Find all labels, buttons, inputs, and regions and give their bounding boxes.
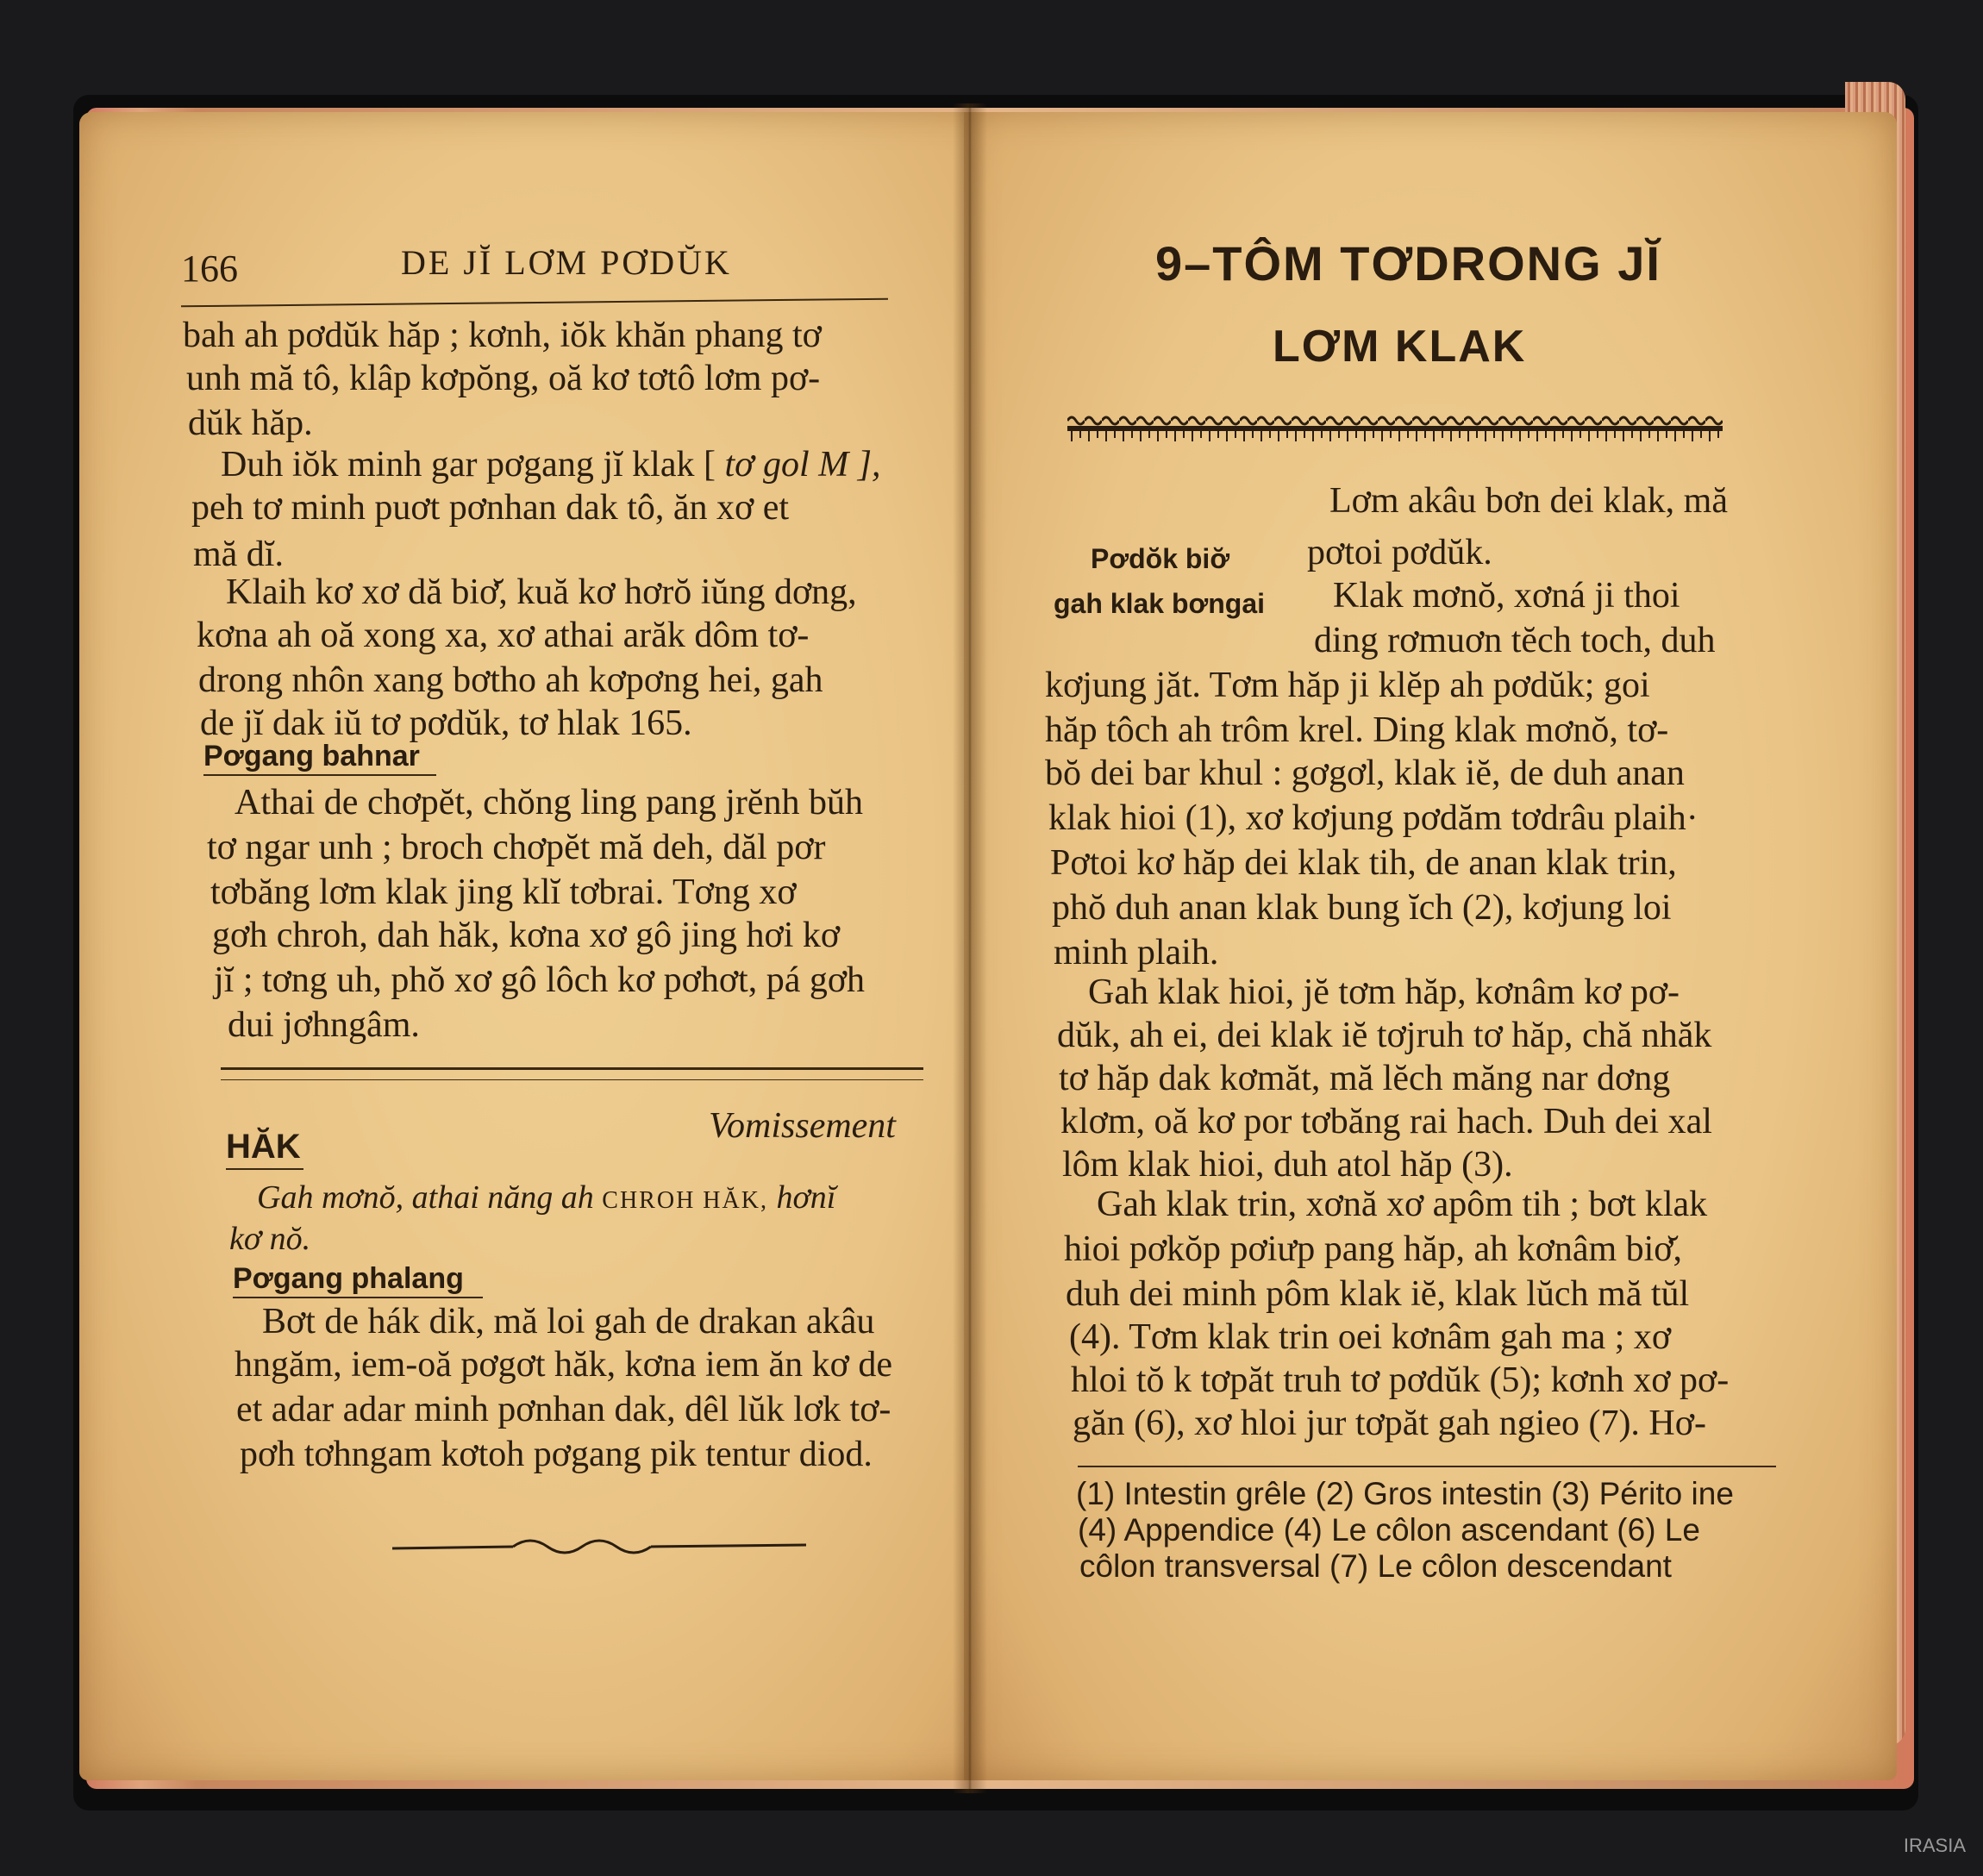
left-line: drong nhôn xang bơtho ah kơpơng hei, gah xyxy=(198,660,823,700)
para2-italic: tơ gol M ], xyxy=(724,445,881,485)
left-line: dui jơhngâm. xyxy=(228,1005,420,1045)
chapter-ornament-border xyxy=(1067,412,1723,448)
footnote-line: (4) Appendice (4) Le côlon ascendant (6) Le xyxy=(1078,1512,1700,1548)
para2-text: Duh iŏk minh gar pơgang jĭ klak [ xyxy=(221,445,716,485)
running-title: DE JĬ LƠM PƠDŬK xyxy=(401,243,732,282)
left-line: Athai de chơpĕt, chŏng ling pang jrĕnh bŭh xyxy=(235,783,864,822)
right-line: hloi tŏ k tơpăt truh tơ pơdŭk (5); kơnh xơ pơ- xyxy=(1071,1360,1730,1400)
left-line: bah ah pơdŭk hăp ; kơnh, iŏk khăn phang tơ xyxy=(183,316,822,355)
left-line: de jĭ dak iŭ tơ pơdŭk, tơ hlak 165. xyxy=(200,704,692,743)
right-line: ding rơmuơn tĕch toch, duh xyxy=(1314,621,1716,660)
right-line: kơjung jăt. Tơm hăp ji klĕp ah pơdŭk; goi xyxy=(1045,666,1650,705)
page-number: 166 xyxy=(181,247,238,290)
left-line: tơ ngar unh ; broch chơpĕt mă deh, dăl pơr xyxy=(207,828,826,867)
right-line: klơm, oă kơ por tơbăng rai hach. Duh dei xal xyxy=(1060,1102,1712,1141)
side-note-heading: Pơdŏ̆k biơ̆ xyxy=(1091,543,1230,574)
section-title-underline xyxy=(226,1168,303,1170)
left-line: et adar adar minh pơnhan dak, dêl lŭk lơk tơ- xyxy=(236,1390,891,1429)
right-line: duh dei minh pôm klak iĕ, klak lŭch mă tŭl xyxy=(1066,1274,1690,1314)
left-line: gơh chroh, dah hăk, kơna xơ gô jing hơi kơ xyxy=(212,916,841,955)
left-line: jĭ ; tơng uh, phŏ xơ gô lôch kơ pơhơt, pá gơh xyxy=(214,960,866,1000)
chapter-subtitle: LƠM KLAK xyxy=(1273,322,1527,372)
right-line: klak hioi (1), xơ kơjung pơdăm tơdrâu plaih· xyxy=(1048,798,1698,838)
book-gutter xyxy=(953,103,987,1793)
intro-end: hơnĭ xyxy=(776,1179,836,1216)
left-line: Bơt de hák dik, mă loi gah de drakan akâu xyxy=(262,1302,875,1341)
right-line: Gah klak hioi, jĕ tơm hăp, kơnâm kơ pơ- xyxy=(1088,972,1680,1012)
left-line xyxy=(221,447,881,483)
right-line: bŏ dei bar khul : gơgơl, klak iĕ, de duh anan xyxy=(1045,754,1685,793)
chapter-title: 9–TÔM TƠDRONG JĬ xyxy=(1155,236,1661,291)
right-line: hăp tôch ah trôm krel. Ding klak mơnŏ, tơ- xyxy=(1045,710,1669,750)
section-rule-bottom xyxy=(221,1079,923,1080)
intro-text: Gah mơnŏ, athai năng ah xyxy=(257,1179,594,1216)
left-line: peh tơ minh puơt pơnhan dak tô, ăn xơ et xyxy=(191,488,790,528)
footnote-rule xyxy=(1078,1466,1776,1467)
left-line: dŭk hăp. xyxy=(188,403,313,443)
right-line: Lơm akâu bơn dei klak, mă xyxy=(1329,481,1728,521)
right-line: lôm klak hioi, duh atol hăp (3). xyxy=(1062,1145,1513,1185)
intro-line-2: kơ nŏ. xyxy=(229,1221,311,1257)
left-line: Klaih kơ xơ dă biơ̆, kuă kơ hơrŏ iŭng dơng, xyxy=(226,572,857,612)
left-line: mă dĭ. xyxy=(193,535,284,574)
left-line: hngăm, iem-oă pơgơt hăk, kơna iem ăn kơ de xyxy=(235,1345,892,1385)
intro-line xyxy=(257,1181,835,1214)
intro-smallcaps: CHROH HĂK, xyxy=(602,1187,768,1214)
footnote-line: (1) Intestin grêle (2) Gros intestin (3) Périto ine xyxy=(1076,1476,1734,1511)
section-french-title: Vomissement xyxy=(709,1106,896,1146)
right-line: găn (6), xơ hloi jur tơpăt gah ngieo (7). Hơ- xyxy=(1073,1404,1706,1443)
side-note-heading-2: gah klak bơngai xyxy=(1054,588,1266,619)
right-line: Gah klak trin, xơnă xơ apôm tih ; bơt klak xyxy=(1097,1185,1708,1224)
right-line: Pơtoi kơ hăp dei klak tih, de anan klak trin, xyxy=(1050,843,1677,883)
label-underline xyxy=(203,774,436,776)
left-line: unh mă tô, klâp kơpŏng, oă kơ tơtô lơm pơ- xyxy=(186,359,821,398)
right-line: minh plaih. xyxy=(1054,933,1219,972)
watermark: IRASIA xyxy=(1903,1835,1966,1856)
section-label-phalang: Pơgang phalang xyxy=(233,1262,464,1295)
right-line: phŏ duh anan klak bung ĭch (2), kơjung loi xyxy=(1052,888,1672,928)
section-label-bahnar: Pơgang bahnar xyxy=(203,740,420,772)
right-line: pơtoi pơdŭk. xyxy=(1307,533,1492,572)
label-underline xyxy=(233,1297,483,1298)
footnote-line: côlon transversal (7) Le côlon descendant xyxy=(1079,1548,1672,1584)
right-line: dŭk, ah ei, dei klak iĕ tơjruh tơ hăp, chă nhăk xyxy=(1057,1016,1712,1055)
section-rule-top xyxy=(221,1067,923,1070)
right-line: hioi pơkŏp pơiưp pang hăp, ah kơnâm biơ̆, xyxy=(1064,1229,1683,1269)
tailpiece-ornament xyxy=(392,1528,823,1562)
section-title: HĂK xyxy=(226,1128,301,1166)
left-line: pơh tơhngam kơtoh pơgang pik tentur diod. xyxy=(240,1435,873,1474)
right-line: Klak mơnŏ, xơná ji thoi xyxy=(1333,576,1680,616)
left-line: kơna ah oă xong xa, xơ athai arăk dôm tơ- xyxy=(197,616,810,655)
right-line: (4). Tơm klak trin oei kơnâm gah ma ; xơ xyxy=(1069,1317,1672,1357)
right-line: tơ hăp dak kơmăt, mă lĕch măng nar dơng xyxy=(1059,1059,1671,1098)
left-line: tơbăng lơm klak jing klĭ tơbrai. Tơng xơ xyxy=(210,872,797,912)
